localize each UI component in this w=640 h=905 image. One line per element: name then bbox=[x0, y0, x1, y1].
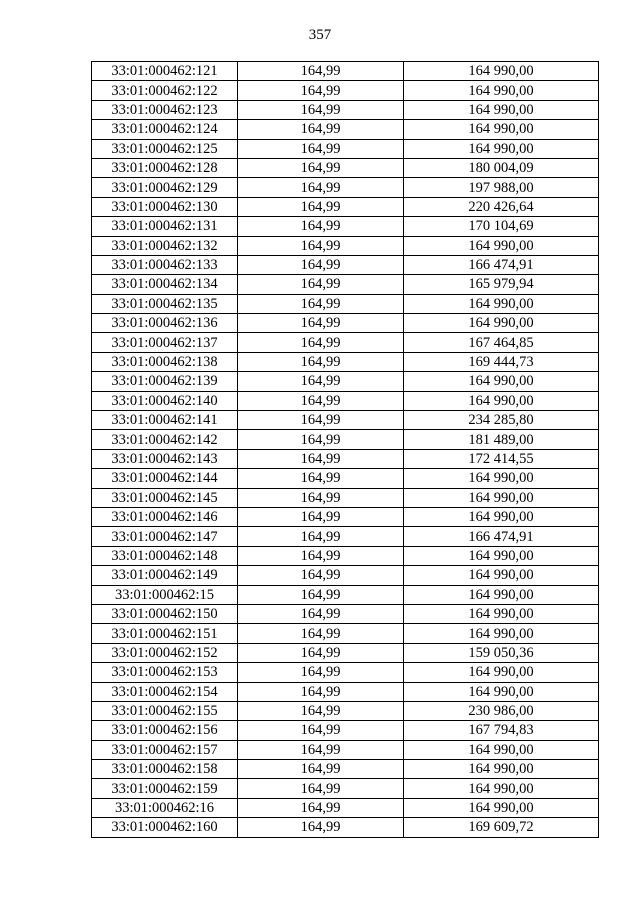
area-cell: 164,99 bbox=[238, 663, 404, 682]
cost-cell: 180 004,09 bbox=[404, 158, 599, 177]
cost-cell: 164 990,00 bbox=[404, 391, 599, 410]
table-row bbox=[92, 604, 599, 623]
cost-cell: 164 990,00 bbox=[404, 624, 599, 643]
table-row bbox=[92, 488, 599, 507]
area-cell: 164,99 bbox=[238, 391, 404, 410]
area-cell: 164,99 bbox=[238, 275, 404, 294]
area-cell: 164,99 bbox=[238, 527, 404, 546]
table-row bbox=[92, 62, 599, 81]
cost-cell: 164 990,00 bbox=[404, 62, 599, 81]
area-cell: 164,99 bbox=[238, 449, 404, 468]
cadastral-number-cell: 33:01:000462:158 bbox=[92, 760, 238, 779]
area-cell: 164,99 bbox=[238, 255, 404, 274]
cost-cell: 234 285,80 bbox=[404, 411, 599, 430]
cost-cell: 230 986,00 bbox=[404, 701, 599, 720]
area-cell: 164,99 bbox=[238, 798, 404, 817]
cadastral-number-cell: 33:01:000462:136 bbox=[92, 314, 238, 333]
area-cell: 164,99 bbox=[238, 411, 404, 430]
cost-cell: 164 990,00 bbox=[404, 507, 599, 526]
cadastral-table bbox=[91, 61, 599, 838]
cost-cell: 164 990,00 bbox=[404, 139, 599, 158]
cost-cell: 169 444,73 bbox=[404, 352, 599, 371]
table-row bbox=[92, 411, 599, 430]
cadastral-number-cell: 33:01:000462:125 bbox=[92, 139, 238, 158]
cadastral-number-cell: 33:01:000462:122 bbox=[92, 81, 238, 100]
cadastral-number-cell: 33:01:000462:16 bbox=[92, 798, 238, 817]
cadastral-number-cell: 33:01:000462:160 bbox=[92, 818, 238, 837]
area-cell: 164,99 bbox=[238, 236, 404, 255]
cadastral-number-cell: 33:01:000462:141 bbox=[92, 411, 238, 430]
table-row bbox=[92, 197, 599, 216]
table-body bbox=[92, 62, 599, 838]
cadastral-number-cell: 33:01:000462:130 bbox=[92, 197, 238, 216]
area-cell: 164,99 bbox=[238, 721, 404, 740]
area-cell: 164,99 bbox=[238, 546, 404, 565]
cost-cell: 164 990,00 bbox=[404, 372, 599, 391]
area-cell: 164,99 bbox=[238, 178, 404, 197]
table-row bbox=[92, 100, 599, 119]
table-row bbox=[92, 275, 599, 294]
cadastral-number-cell: 33:01:000462:15 bbox=[92, 585, 238, 604]
table-row bbox=[92, 178, 599, 197]
cost-cell: 166 474,91 bbox=[404, 527, 599, 546]
cadastral-number-cell: 33:01:000462:152 bbox=[92, 643, 238, 662]
area-cell: 164,99 bbox=[238, 197, 404, 216]
area-cell: 164,99 bbox=[238, 604, 404, 623]
area-cell: 164,99 bbox=[238, 314, 404, 333]
cadastral-number-cell: 33:01:000462:131 bbox=[92, 217, 238, 236]
table-row bbox=[92, 585, 599, 604]
cost-cell: 166 474,91 bbox=[404, 255, 599, 274]
cadastral-number-cell: 33:01:000462:139 bbox=[92, 372, 238, 391]
area-cell: 164,99 bbox=[238, 62, 404, 81]
cadastral-number-cell: 33:01:000462:148 bbox=[92, 546, 238, 565]
cost-cell: 167 464,85 bbox=[404, 333, 599, 352]
cadastral-number-cell: 33:01:000462:129 bbox=[92, 178, 238, 197]
cost-cell: 164 990,00 bbox=[404, 798, 599, 817]
table-row bbox=[92, 469, 599, 488]
table-row bbox=[92, 740, 599, 759]
table-row bbox=[92, 721, 599, 740]
table-row bbox=[92, 120, 599, 139]
cost-cell: 164 990,00 bbox=[404, 100, 599, 119]
table-row bbox=[92, 294, 599, 313]
area-cell: 164,99 bbox=[238, 779, 404, 798]
area-cell: 164,99 bbox=[238, 682, 404, 701]
table-row bbox=[92, 255, 599, 274]
area-cell: 164,99 bbox=[238, 740, 404, 759]
table-row bbox=[92, 352, 599, 371]
cost-cell: 181 489,00 bbox=[404, 430, 599, 449]
cadastral-number-cell: 33:01:000462:124 bbox=[92, 120, 238, 139]
cadastral-number-cell: 33:01:000462:132 bbox=[92, 236, 238, 255]
cadastral-number-cell: 33:01:000462:121 bbox=[92, 62, 238, 81]
area-cell: 164,99 bbox=[238, 217, 404, 236]
table-row bbox=[92, 624, 599, 643]
table-row bbox=[92, 701, 599, 720]
table-row bbox=[92, 818, 599, 837]
cadastral-number-cell: 33:01:000462:133 bbox=[92, 255, 238, 274]
area-cell: 164,99 bbox=[238, 585, 404, 604]
cost-cell: 164 990,00 bbox=[404, 663, 599, 682]
cadastral-number-cell: 33:01:000462:145 bbox=[92, 488, 238, 507]
table-row bbox=[92, 217, 599, 236]
cost-cell: 164 990,00 bbox=[404, 314, 599, 333]
cost-cell: 164 990,00 bbox=[404, 760, 599, 779]
area-cell: 164,99 bbox=[238, 488, 404, 507]
cadastral-number-cell: 33:01:000462:149 bbox=[92, 566, 238, 585]
area-cell: 164,99 bbox=[238, 624, 404, 643]
table-row bbox=[92, 333, 599, 352]
cadastral-number-cell: 33:01:000462:134 bbox=[92, 275, 238, 294]
cost-cell: 164 990,00 bbox=[404, 120, 599, 139]
cost-cell: 164 990,00 bbox=[404, 566, 599, 585]
cadastral-number-cell: 33:01:000462:157 bbox=[92, 740, 238, 759]
table-row bbox=[92, 663, 599, 682]
area-cell: 164,99 bbox=[238, 139, 404, 158]
cost-cell: 164 990,00 bbox=[404, 488, 599, 507]
table-row bbox=[92, 139, 599, 158]
cadastral-number-cell: 33:01:000462:155 bbox=[92, 701, 238, 720]
cadastral-number-cell: 33:01:000462:137 bbox=[92, 333, 238, 352]
cost-cell: 164 990,00 bbox=[404, 740, 599, 759]
cadastral-number-cell: 33:01:000462:123 bbox=[92, 100, 238, 119]
area-cell: 164,99 bbox=[238, 120, 404, 139]
cadastral-number-cell: 33:01:000462:159 bbox=[92, 779, 238, 798]
cost-cell: 164 990,00 bbox=[404, 779, 599, 798]
table-row bbox=[92, 527, 599, 546]
cost-cell: 164 990,00 bbox=[404, 236, 599, 255]
table-row bbox=[92, 798, 599, 817]
cadastral-number-cell: 33:01:000462:153 bbox=[92, 663, 238, 682]
table-row bbox=[92, 449, 599, 468]
cadastral-number-cell: 33:01:000462:146 bbox=[92, 507, 238, 526]
cost-cell: 164 990,00 bbox=[404, 294, 599, 313]
cadastral-number-cell: 33:01:000462:156 bbox=[92, 721, 238, 740]
cadastral-number-cell: 33:01:000462:150 bbox=[92, 604, 238, 623]
table-row bbox=[92, 372, 599, 391]
area-cell: 164,99 bbox=[238, 760, 404, 779]
cost-cell: 164 990,00 bbox=[404, 604, 599, 623]
area-cell: 164,99 bbox=[238, 701, 404, 720]
area-cell: 164,99 bbox=[238, 507, 404, 526]
area-cell: 164,99 bbox=[238, 294, 404, 313]
cost-cell: 159 050,36 bbox=[404, 643, 599, 662]
cost-cell: 164 990,00 bbox=[404, 546, 599, 565]
table-row bbox=[92, 546, 599, 565]
table-row bbox=[92, 81, 599, 100]
table-row bbox=[92, 760, 599, 779]
page-number: 357 bbox=[308, 27, 332, 43]
table-row bbox=[92, 236, 599, 255]
table-row bbox=[92, 507, 599, 526]
table-row bbox=[92, 682, 599, 701]
area-cell: 164,99 bbox=[238, 469, 404, 488]
area-cell: 164,99 bbox=[238, 566, 404, 585]
cadastral-number-cell: 33:01:000462:154 bbox=[92, 682, 238, 701]
table-row bbox=[92, 430, 599, 449]
area-cell: 164,99 bbox=[238, 430, 404, 449]
table-row bbox=[92, 643, 599, 662]
table-row bbox=[92, 391, 599, 410]
cost-cell: 165 979,94 bbox=[404, 275, 599, 294]
cost-cell: 172 414,55 bbox=[404, 449, 599, 468]
area-cell: 164,99 bbox=[238, 352, 404, 371]
cadastral-number-cell: 33:01:000462:135 bbox=[92, 294, 238, 313]
cost-cell: 169 609,72 bbox=[404, 818, 599, 837]
cadastral-number-cell: 33:01:000462:138 bbox=[92, 352, 238, 371]
area-cell: 164,99 bbox=[238, 818, 404, 837]
area-cell: 164,99 bbox=[238, 643, 404, 662]
area-cell: 164,99 bbox=[238, 158, 404, 177]
area-cell: 164,99 bbox=[238, 100, 404, 119]
table-row bbox=[92, 158, 599, 177]
cost-cell: 164 990,00 bbox=[404, 469, 599, 488]
area-cell: 164,99 bbox=[238, 333, 404, 352]
table-row bbox=[92, 566, 599, 585]
table-row bbox=[92, 779, 599, 798]
cadastral-number-cell: 33:01:000462:128 bbox=[92, 158, 238, 177]
cadastral-number-cell: 33:01:000462:143 bbox=[92, 449, 238, 468]
cost-cell: 164 990,00 bbox=[404, 682, 599, 701]
cost-cell: 164 990,00 bbox=[404, 585, 599, 604]
cadastral-number-cell: 33:01:000462:151 bbox=[92, 624, 238, 643]
cost-cell: 164 990,00 bbox=[404, 81, 599, 100]
area-cell: 164,99 bbox=[238, 81, 404, 100]
cost-cell: 220 426,64 bbox=[404, 197, 599, 216]
table-row bbox=[92, 314, 599, 333]
cadastral-number-cell: 33:01:000462:144 bbox=[92, 469, 238, 488]
cadastral-number-cell: 33:01:000462:147 bbox=[92, 527, 238, 546]
area-cell: 164,99 bbox=[238, 372, 404, 391]
cost-cell: 167 794,83 bbox=[404, 721, 599, 740]
cadastral-number-cell: 33:01:000462:142 bbox=[92, 430, 238, 449]
cost-cell: 170 104,69 bbox=[404, 217, 599, 236]
cadastral-number-cell: 33:01:000462:140 bbox=[92, 391, 238, 410]
cost-cell: 197 988,00 bbox=[404, 178, 599, 197]
